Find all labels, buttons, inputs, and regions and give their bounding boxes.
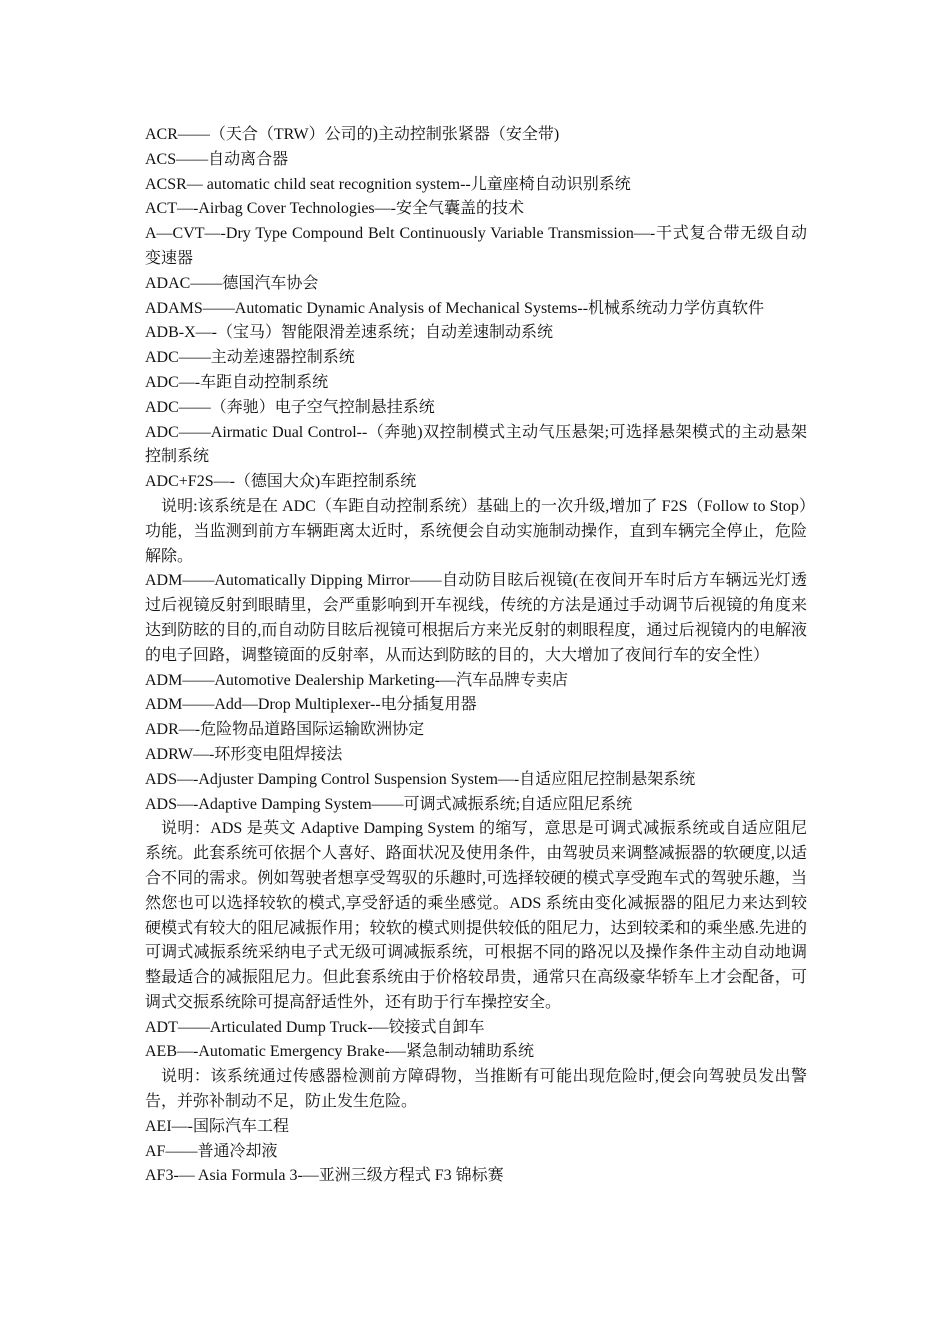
glossary-entry: ACT—-Airbag Cover Technologies—-安全气囊盖的技术 bbox=[145, 200, 524, 218]
glossary-entry: ADT——Articulated Dump Truck-—铰接式自卸车 bbox=[145, 1018, 485, 1036]
glossary-entry: ADC——主动差速器控制系统 bbox=[145, 349, 355, 367]
glossary-entry: AF3-— Asia Formula 3-—亚洲三级方程式 F3 锦标赛 bbox=[145, 1167, 504, 1185]
document-body bbox=[145, 123, 807, 1189]
glossary-entry: ADC—-车距自动控制系统 bbox=[145, 373, 329, 391]
glossary-entry: ADAC——德国汽车协会 bbox=[145, 274, 319, 292]
glossary-entry: ADS—-Adaptive Damping System——可调式减振系统;自适应阻尼系统 bbox=[145, 795, 633, 813]
explanation-note: 说明：该系统通过传感器检测前方障碍物，当推断有可能出现危险时,便会向驾驶员发出警告，并弥补制动不足，防止发生危险。 bbox=[145, 1068, 807, 1111]
glossary-entry: ADB-X—-（宝马）智能限滑差速系统；自动差速制动系统 bbox=[145, 324, 553, 342]
glossary-entry: ADM——Automotive Dealership Marketing-—汽车品牌专卖店 bbox=[145, 671, 569, 689]
glossary-entry: AF——普通冷却液 bbox=[145, 1142, 278, 1160]
glossary-entry: ADM——Automatically Dipping Mirror——自动防目眩后视镜(在夜间开车时后方车辆远光灯透过后视镜反射到眼睛里，会严重影响到开车视线，传统的方法是通过手动调节后视镜的角度来达到防眩的目的,而自动防目眩后视镜可根据后方来光反射的刺眼程度，通过后视镜内的电解液的电子回路，调整镜面的反射率，从而达到防眩的目的，大大增加了夜间行车的安全性） bbox=[145, 572, 807, 664]
explanation-note: 说明：ADS 是英文 Adaptive Damping System 的缩写，意思是可调式减振系统或自适应阻尼系统。此套系统可依据个人喜好、路面状况及使用条件，由驾驶员来调整减振器的软硬度,以适合不同的需求。例如驾驶者想享受驾驭的乐趣时,可选择较硬的模式享受跑车式的驾驶乐趣，当然您也可以选择较软的模式,享受舒适的乘坐感觉。ADS 系统由变化减振器的阻尼力来达到较硬模式有较大的阻尼减振作用；较软的模式则提供较低的阻尼力，达到较柔和的乘坐感.先进的可调式减振系统采纳电子式无级可调减振系统，可根据不同的路况以及操作条件主动自动地调整最适合的减振阻尼力。但此套系统由于价格较昂贵，通常只在高级豪华轿车上才会配备，可调式交振系统除可提高舒适性外，还有助于行车操控安全。 bbox=[145, 820, 807, 1011]
glossary-entry: ADM——Add—Drop Multiplexer--电分插复用器 bbox=[145, 696, 477, 714]
glossary-entry: ACSR— automatic child seat recognition system--儿童座椅自动识别系统 bbox=[145, 175, 631, 193]
glossary-entry: ADC——（奔驰）电子空气控制悬挂系统 bbox=[145, 398, 435, 416]
glossary-entry: ADAMS——Automatic Dynamic Analysis of Mechanical Systems--机械系统动力学仿真软件 bbox=[145, 299, 765, 317]
glossary-entry: ADC——Airmatic Dual Control--（奔驰)双控制模式主动气压悬架;可选择悬架模式的主动悬架控制系统 bbox=[145, 423, 807, 466]
glossary-entry: ACR——（天合（TRW）公司的)主动控制张紧器（安全带) bbox=[145, 126, 560, 143]
glossary-entry: ADR—-危险物品道路国际运输欧洲协定 bbox=[145, 721, 425, 739]
glossary-entry: ADC+F2S—-（德国大众)车距控制系统 bbox=[145, 473, 417, 491]
glossary-entry: ACS——自动离合器 bbox=[145, 150, 289, 168]
glossary-entry: AEI—-国际汽车工程 bbox=[145, 1117, 289, 1135]
glossary-entry: AEB—-Automatic Emergency Brake-—紧急制动辅助系统 bbox=[145, 1043, 534, 1061]
glossary-entry: ADS—-Adjuster Damping Control Suspension System—-自适应阻尼控制悬架系统 bbox=[145, 770, 696, 788]
glossary-entry: A—CVT—-Dry Type Compound Belt Continuously Variable Transmission—-干式复合带无级自动变速器 bbox=[145, 225, 807, 267]
explanation-note: 说明:该系统是在 ADC（车距自动控制系统）基础上的一次升级,增加了 F2S（Follow to Stop）功能，当监测到前方车辆距离太近时，系统便会自动实施制动操作，直到车辆完全停止，危险解除。 bbox=[145, 497, 807, 565]
glossary-entry: ADRW—-环形变电阻焊接法 bbox=[145, 745, 343, 763]
